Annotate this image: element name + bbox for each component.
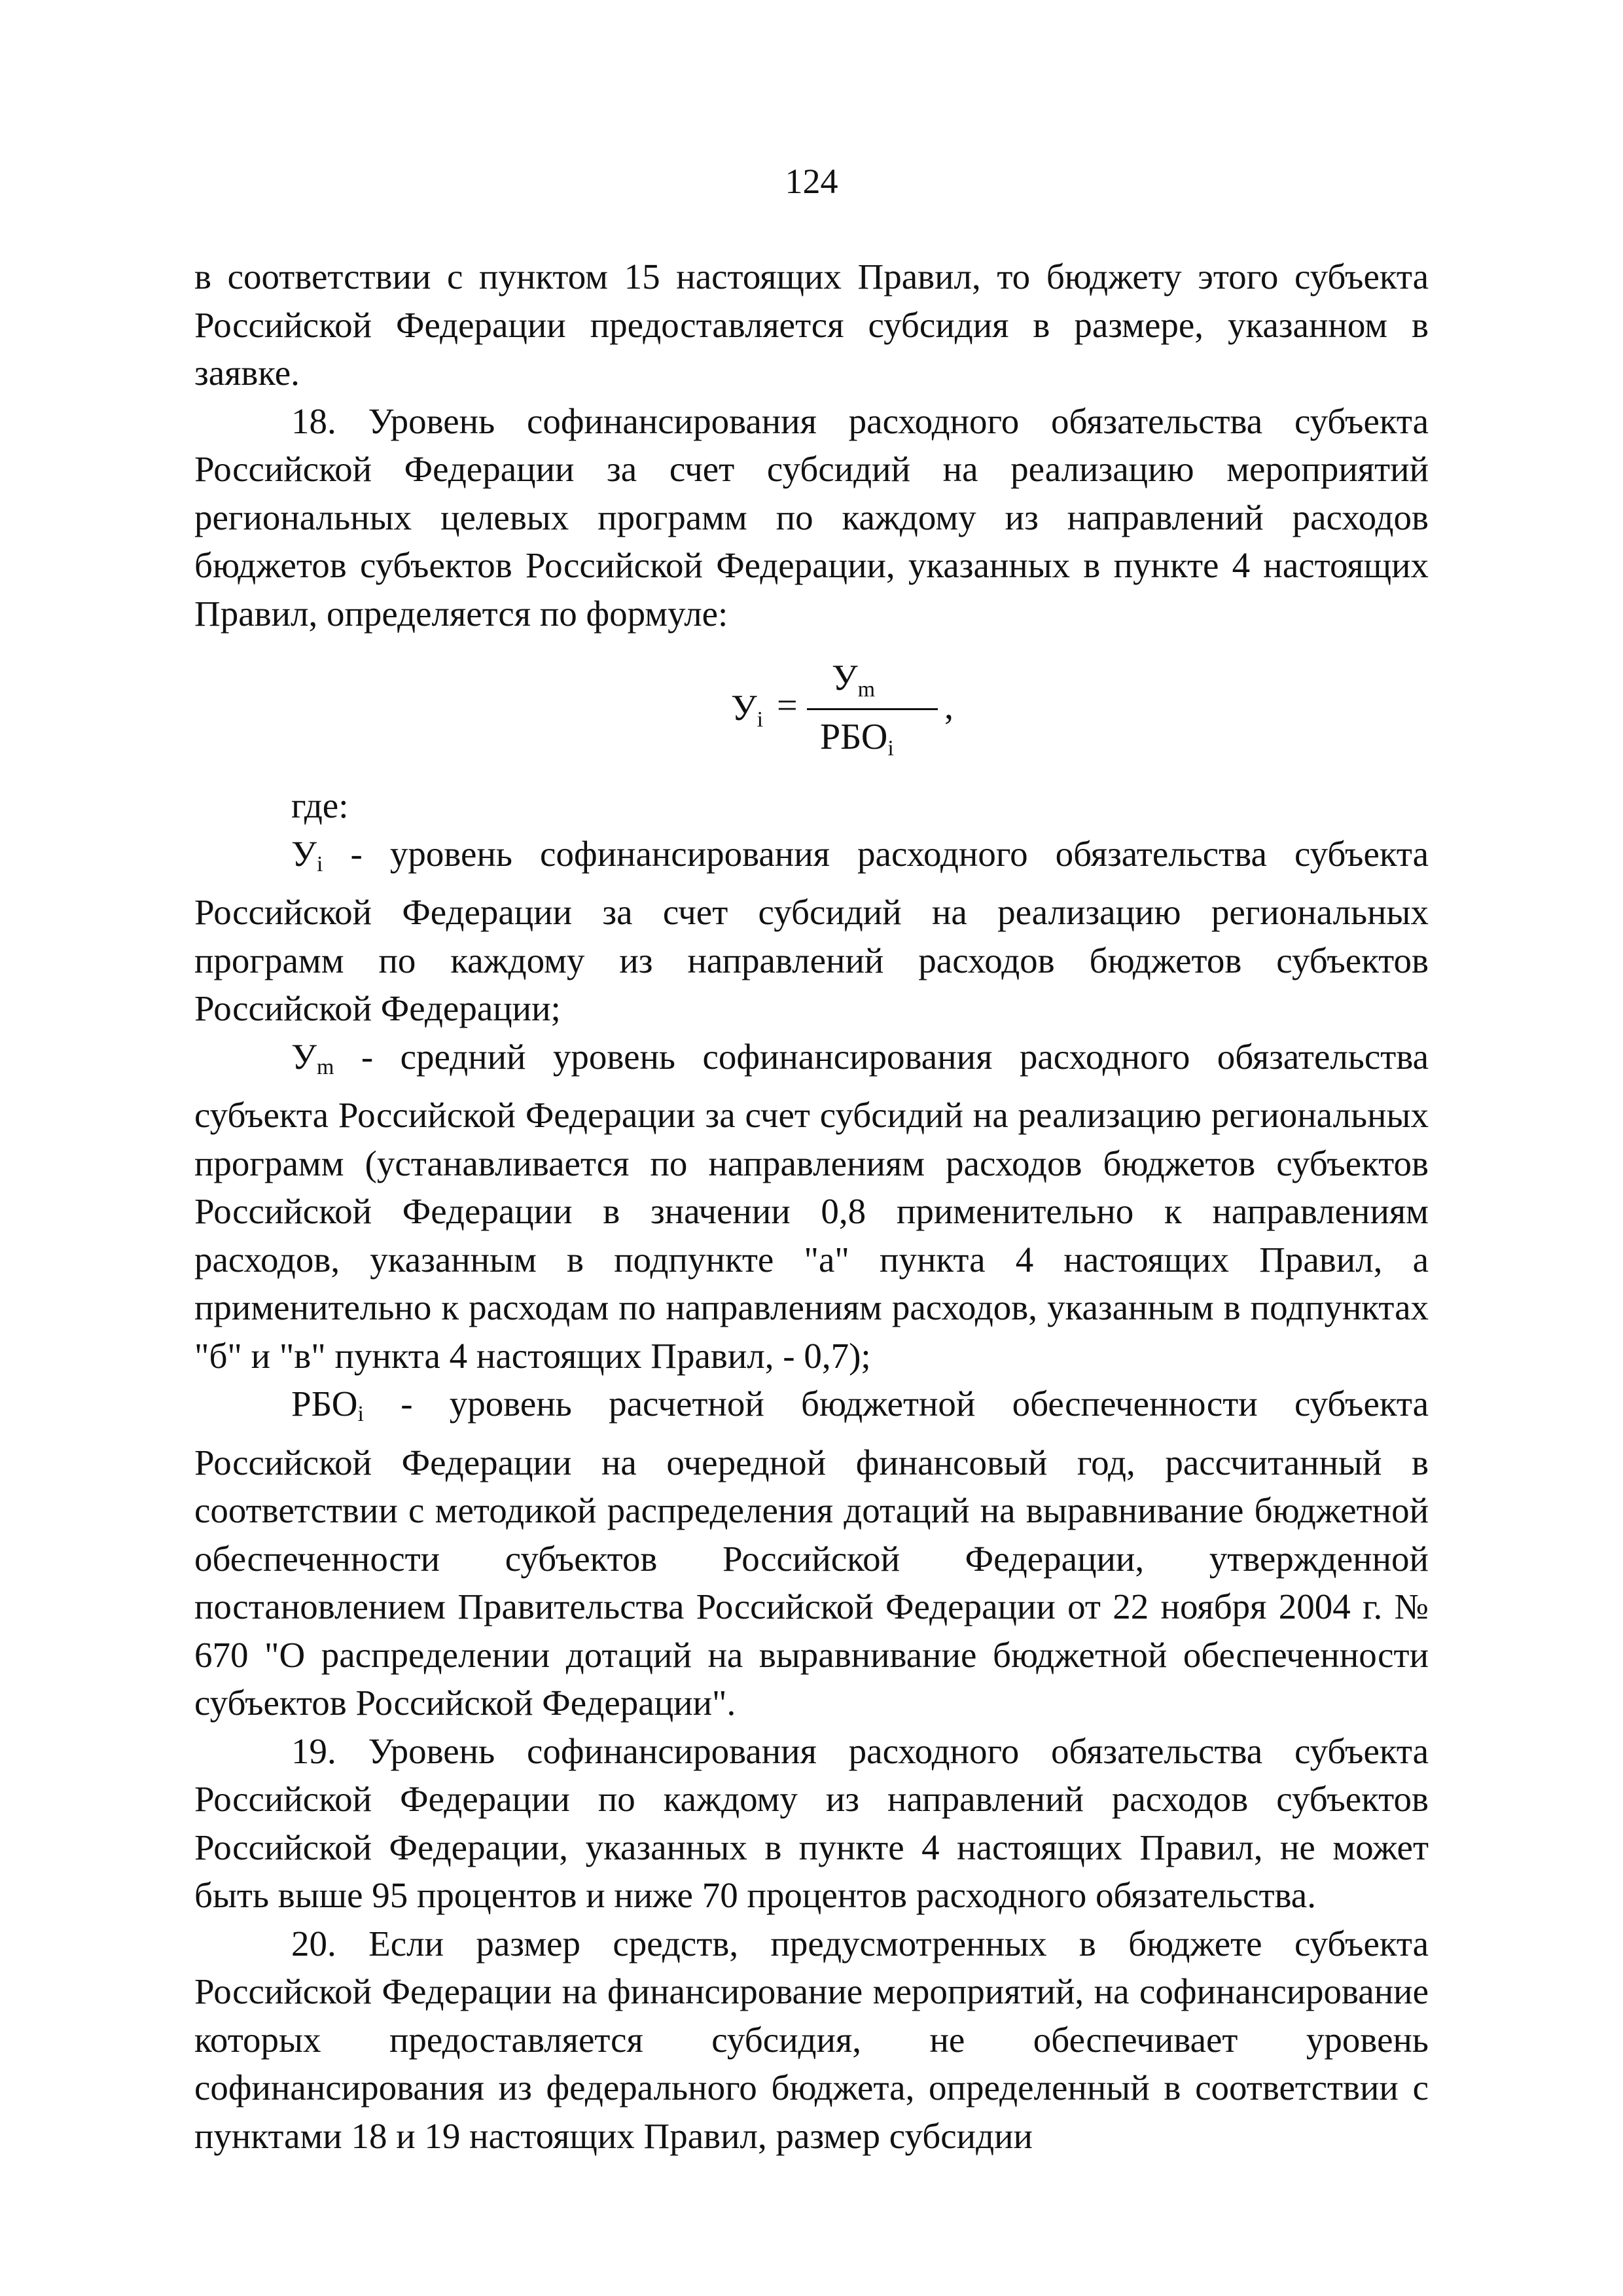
definition-rbo-text: - уровень расчетной бюджетной обеспеченности субъекта Российской Федерации на очередной финансовый год, рассчитанный в соответствии с методикой распределения дотаций на выравнивание бюджетной обеспеченности субъектов Российской Федерации, утвержденной постановлением Правительства Российской Федерации от 22 ноября 2004 г. № 670 "О распределении дотаций на выравнивание бюджетной обеспеченности субъектов Российской Федерации". — [194, 1384, 1429, 1723]
definition-yi — [194, 830, 1429, 1033]
formula-numerator-sub: m — [857, 677, 876, 702]
definition-ym — [194, 1033, 1429, 1380]
definition-ym-base: У — [291, 1036, 317, 1077]
formula-lhs-sub: i — [757, 708, 764, 732]
paragraph-continuation: в соответствии с пунктом 15 настоящих Правил, то бюджету этого субъекта Российской Федерации предоставляется субсидия в размере, указанном в заявке. — [194, 257, 1429, 393]
formula-lhs-base: У — [731, 688, 757, 728]
definition-rbo-sub: i — [357, 1402, 364, 1426]
formula-numerator — [832, 658, 875, 709]
definition-yi-symbol — [291, 834, 323, 874]
definition-yi-sub: i — [316, 852, 323, 876]
formula-block — [194, 637, 1429, 781]
formula-denominator-base: РБО — [820, 717, 888, 757]
definition-yi-base: У — [291, 833, 317, 874]
definition-ym-sub: m — [316, 1054, 334, 1079]
formula-denominator — [820, 717, 894, 768]
paragraph-19: 19. Уровень софинансирования расходного обязательства субъекта Российской Федерации по каждому из направлений расходов субъектов Российской Федерации, указанных в пункте 4 настоящих Правил, не может быть выше 95 процентов и ниже 70 процентов расходного обязательства. — [194, 1731, 1429, 1915]
formula-trailing-comma: , — [944, 687, 954, 727]
definition-yi-text: - уровень софинансирования расходного обязательства субъекта Российской Федерации за счет субсидий на реализацию региональных программ по каждому из направлений расходов бюджетов субъектов Российской Федерации; — [194, 833, 1429, 1028]
definition-rbo-symbol — [291, 1384, 364, 1424]
paragraph-20: 20. Если размер средств, предусмотренных в бюджете субъекта Российской Федерации на финансирование мероприятий, на софинансирование которых предоставляется субсидия, не обеспечивает уровень софинансирования из федерального бюджета, определенный в соответствии с пунктами 18 и 19 настоящих Правил, размер субсидии — [194, 1923, 1429, 2156]
definition-rbo — [194, 1380, 1429, 1727]
formula-lhs — [731, 689, 763, 740]
formula-denominator-sub: i — [887, 736, 894, 761]
paragraph-18: 18. Уровень софинансирования расходного обязательства субъекта Российской Федерации за счет субсидий на реализацию мероприятий региональных целевых программ по каждому из направлений расходов бюджетов субъектов Российской Федерации, указанных в пункте 4 настоящих Правил, определяется по формуле: — [194, 401, 1429, 634]
where-label: где: — [291, 785, 349, 825]
page-number: 124 — [785, 162, 838, 201]
formula-numerator-base: У — [832, 658, 858, 698]
fraction-bar — [807, 708, 938, 710]
definition-ym-symbol — [291, 1037, 334, 1077]
definition-rbo-base: РБО — [291, 1384, 358, 1424]
formula-equals: = — [777, 685, 798, 726]
formula — [731, 652, 1124, 770]
document-body — [194, 253, 1429, 2160]
definition-ym-text: - средний уровень софинансирования расходного обязательства субъекта Российской Федерации за счет субсидий на реализацию региональных программ (устанавливается по направлениям расходов бюджетов субъектов Российской Федерации в значении 0,8 применительно к направлениям расходов, указанным в подпункте "а" пункта 4 настоящих Правил, а применительно к расходам по направлениям расходов, указанным в подпунктах "б" и "в" пункта 4 настоящих Правил, - 0,7); — [194, 1036, 1429, 1376]
formula-fraction — [807, 652, 944, 770]
